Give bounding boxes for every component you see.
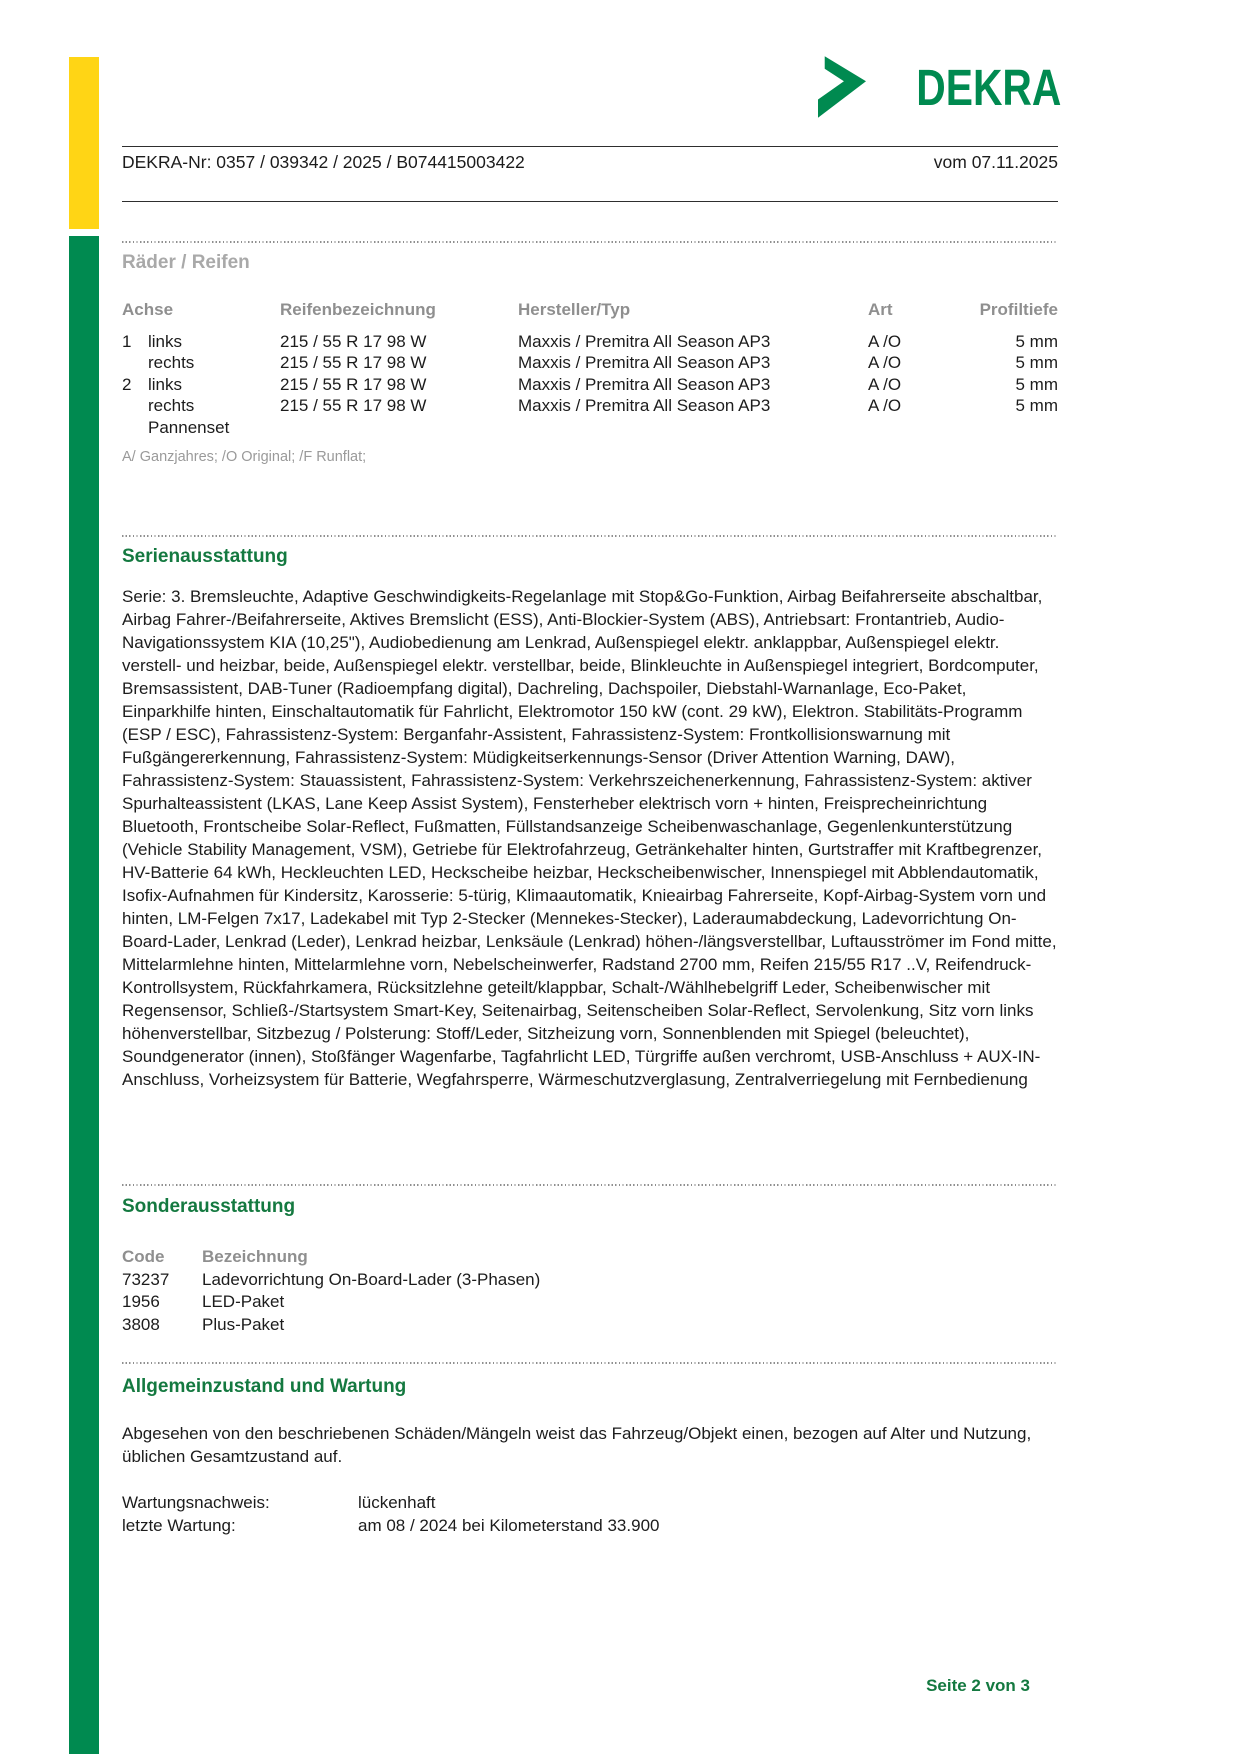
option-code: 3808 xyxy=(122,1314,160,1334)
tires-footnote: A/ Ganzjahres; /O Original; /F Runflat; xyxy=(122,449,367,465)
sonderausstattung-table xyxy=(122,1246,822,1336)
tire-size xyxy=(280,417,518,438)
option-name: LED-Paket xyxy=(202,1292,285,1311)
tire-size: 215 / 55 R 17 98 W xyxy=(280,396,427,416)
tire-axle-num: 2 xyxy=(122,374,132,394)
serienausstattung-title: Serienausstattung xyxy=(122,546,288,567)
tire-art: A /O xyxy=(868,374,902,394)
tire-side: rechts xyxy=(148,353,195,373)
tire-art: A /O xyxy=(868,332,902,351)
wartung-label: Wartungsnachweis: xyxy=(122,1493,270,1512)
tire-side: links xyxy=(148,374,183,394)
option-name: Ladevorrichtung On-Board-Lader (3-Phasen) xyxy=(202,1269,541,1289)
tire-depth: 5 mm xyxy=(1015,374,1058,394)
section-divider xyxy=(122,241,1058,243)
col-profiltiefe: Profiltiefe xyxy=(979,300,1058,319)
col-art: Art xyxy=(868,300,893,319)
col-reifenbezeichnung: Reifenbezeichnung xyxy=(280,300,436,319)
tire-depth xyxy=(958,417,1058,438)
col-bezeichnung: Bezeichnung xyxy=(202,1247,308,1266)
tire-side: links xyxy=(148,332,183,351)
tire-art: A /O xyxy=(868,396,902,416)
wartung-title: Allgemeinzustand und Wartung xyxy=(122,1376,407,1397)
col-achse: Achse xyxy=(122,300,174,319)
wartung-label: letzte Wartung: xyxy=(122,1515,236,1535)
header-rule-bottom xyxy=(122,201,1058,202)
wartung-details xyxy=(122,1492,922,1537)
edge-bar-green xyxy=(69,236,99,1754)
section-divider xyxy=(122,1184,1058,1186)
tire-side: rechts xyxy=(148,396,195,416)
tire-depth: 5 mm xyxy=(1015,353,1058,373)
tire-depth: 5 mm xyxy=(1015,396,1058,416)
tire-manufacturer: Maxxis / Premitra All Season AP3 xyxy=(518,332,771,351)
dekra-arrow-icon xyxy=(818,56,866,118)
option-code: 1956 xyxy=(122,1292,160,1311)
tire-size: 215 / 55 R 17 98 W xyxy=(280,353,427,373)
tire-size: 215 / 55 R 17 98 W xyxy=(280,374,427,394)
header-rule-top xyxy=(122,146,1058,147)
page-number: Seite 2 von 3 xyxy=(926,1676,1030,1695)
tire-axle-num xyxy=(122,417,148,438)
tires-table-body xyxy=(122,331,1058,438)
wartung-text: Abgesehen von den beschriebenen Schäden/Mängeln weist das Fahrzeug/Objekt einen, bezogen auf Alter und Nutzung, üblichen Gesamtzustand auf. xyxy=(122,1424,1032,1466)
tire-manufacturer xyxy=(518,417,868,438)
col-hersteller: Hersteller/Typ xyxy=(518,300,631,319)
tire-side: Pannenset xyxy=(148,417,230,437)
tire-depth: 5 mm xyxy=(1015,332,1058,351)
dekra-logo xyxy=(818,56,1061,118)
sonderausstattung-title: Sonderausstattung xyxy=(122,1196,296,1217)
tire-axle-num xyxy=(122,395,148,416)
tire-size: 215 / 55 R 17 98 W xyxy=(280,332,427,351)
section-divider xyxy=(122,535,1058,537)
doc-date: vom 07.11.2025 xyxy=(933,152,1058,172)
section-divider xyxy=(122,1362,1058,1364)
tire-manufacturer: Maxxis / Premitra All Season AP3 xyxy=(518,374,771,394)
tires-section-title: Räder / Reifen xyxy=(122,252,250,273)
dekra-logo-text: DEKRA xyxy=(915,58,1061,116)
tire-axle-num: 1 xyxy=(122,332,132,351)
option-code: 73237 xyxy=(122,1269,170,1289)
tire-art xyxy=(868,417,958,438)
tire-manufacturer: Maxxis / Premitra All Season AP3 xyxy=(518,396,771,416)
tire-art: A /O xyxy=(868,353,902,373)
col-code: Code xyxy=(122,1247,165,1266)
doc-info-row xyxy=(122,152,1058,173)
doc-number: DEKRA-Nr: 0357 / 039342 / 2025 / B074415003422 xyxy=(122,152,525,172)
wartung-value: am 08 / 2024 bei Kilometerstand 33.900 xyxy=(358,1515,660,1535)
tires-table-header xyxy=(122,299,1058,320)
tire-axle-num xyxy=(122,352,148,373)
wartung-value: lückenhaft xyxy=(358,1493,436,1512)
option-name: Plus-Paket xyxy=(202,1314,285,1334)
edge-bar-yellow xyxy=(69,57,99,229)
serienausstattung-text: Serie: 3. Bremsleuchte, Adaptive Geschwindigkeits-Regelanlage mit Stop&Go-Funktion, Airbag Beifahrerseite abschaltbar, Airbag Fahrer-/Beifahrerseite, Aktives Bremslicht (ESS), Anti-Blockier-System (ABS), Antriebsart: Frontantrieb, Audio-Navigationssystem KIA (10,25"), Audiobedienung am Lenkrad, Außenspiegel elektr. anklappbar, Außenspiegel elektr. verstell- und heizbar, beide, Außenspiegel elektr. verstellbar, beide, Blinkleuchte in Außenspiegel integriert, Bordcomputer, Bremsassistent, DAB-Tuner (Radioempfang digital), Dachreling, Dachspoiler, Diebstahl-Warnanlage, Eco-Paket, Einparkhilfe hinten, Einschaltautomatik für Fahrlicht, Elektromotor 150 kW (cont. 29 kW), Elektron. Stabilitäts-Programm (ESP / ESC), Fahrassistenz-System: Berganfahr-Assistent, Fahrassistenz-System: Frontkollisionswarnung mit Fußgängererkennung, Fahrassistenz-System: Müdigkeitserkennungs-Sensor (Driver Attention Warning, DAW), Fahrassistenz-System: Stauassistent, Fahrassistenz-System: Verkehrszeichenerkennung, Fahrassistenz-System: aktiver Spurhalteassistent (LKAS, Lane Keep Assist System), Fensterheber elektrisch vorn + hinten, Freisprecheinrichtung Bluetooth, Frontscheibe Solar-Reflect, Fußmatten, Füllstandsanzeige Scheibenwaschanlage, Gegenlenkunterstützung (Vehicle Stability Management, VSM), Getriebe für Elektrofahrzeug, Getränkehalter hinten, Gurtstraffer mit Kraftbegrenzer, HV-Batterie 64 kWh, Heckleuchten LED, Heckscheibe heizbar, Heckscheibenwischer, Innenspiegel mit Abblendautomatik, Isofix-Aufnahmen für Kindersitz, Karosserie: 5-türig, Klimaautomatik, Knieairbag Fahrerseite, Kopf-Airbag-System vorn und hinten, LM-Felgen 7x17, Ladekabel mit Typ 2-Stecker (Mennekes-Stecker), Laderaumabdeckung, Ladevorrichtung On-Board-Lader, Lenkrad (Leder), Lenkrad heizbar, Lenksäule (Lenkrad) höhen-/längsverstellbar, Luftausströmer im Fond mitte, Mittelarmlehne hinten, Mittelarmlehne vorn, Nebelscheinwerfer, Radstand 2700 mm, Reifen 215/55 R17 ..V, Reifendruck-Kontrollsystem, Rückfahrkamera, Rücksitzlehne geteilt/klappbar, Schalt-/Wählhebelgriff Leder, Scheibenwischer mit Regensensor, Schließ-/Startsystem Smart-Key, Seitenairbag, Seitenscheiben Solar-Reflect, Servolenkung, Sitz vorn links höhenverstellbar, Sitzbezug / Polsterung: Stoff/Leder, Sitzheizung vorn, Sonnenblenden mit Spiegel (beleuchtet), Soundgenerator (innen), Stoßfänger Wagenfarbe, Tagfahrlicht LED, Türgriffe außen verchromt, USB-Anschluss + AUX-IN-Anschluss, Vorheizsystem für Batterie, Wegfahrsperre, Wärmeschutzverglasung, Zentralverriegelung mit Fernbedienung xyxy=(122,587,1057,1089)
tire-manufacturer: Maxxis / Premitra All Season AP3 xyxy=(518,353,771,373)
